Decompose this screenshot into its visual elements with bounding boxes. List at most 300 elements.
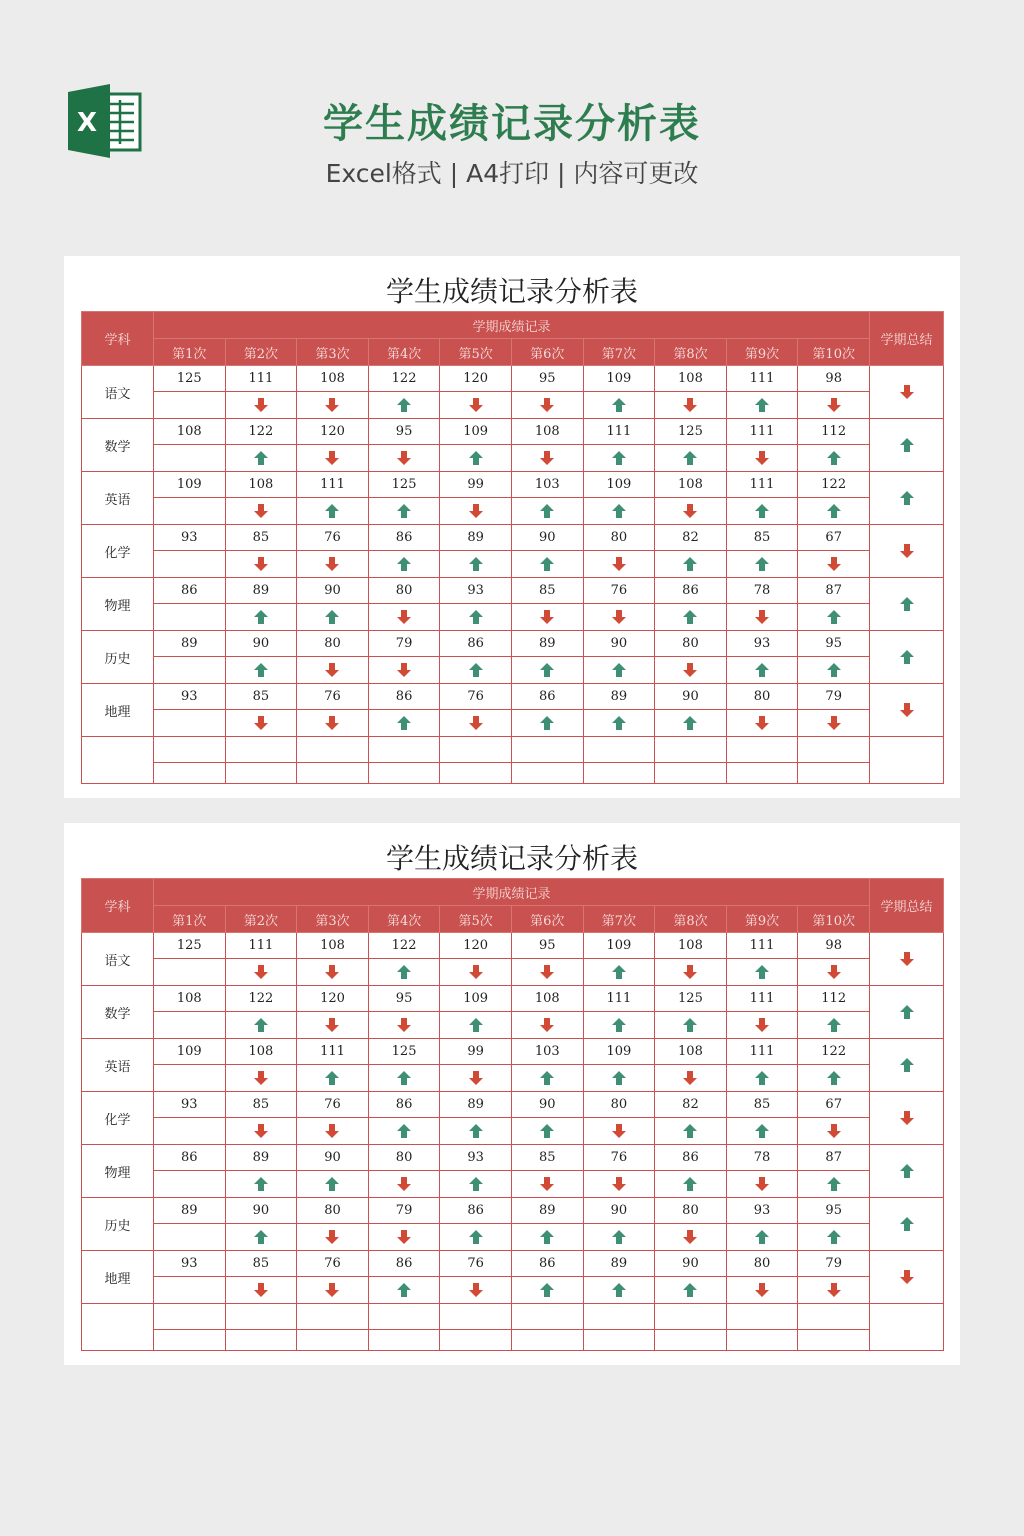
arrow-up-icon	[755, 1230, 769, 1244]
header-attempt: 第9次	[726, 906, 798, 933]
trend-cell	[726, 710, 798, 737]
table-row	[82, 1198, 944, 1224]
trend-cell	[154, 604, 226, 631]
trend-cell	[154, 1224, 226, 1251]
score-cell: 122	[225, 419, 297, 445]
score-cell: 89	[583, 1251, 655, 1277]
trend-cell	[798, 551, 870, 578]
score-cell: 108	[511, 986, 583, 1012]
trend-cell	[511, 1065, 583, 1092]
score-cell: 86	[655, 578, 727, 604]
trend-cell	[440, 710, 512, 737]
score-cell: 85	[511, 578, 583, 604]
summary-cell	[870, 986, 944, 1039]
arrow-up-icon	[540, 557, 554, 571]
arrow-up-icon	[755, 557, 769, 571]
trend-cell	[655, 1118, 727, 1145]
trend-cell	[225, 604, 297, 631]
arrow-down-icon	[397, 1018, 411, 1032]
score-cell: 93	[154, 525, 226, 551]
subject-cell: 数学	[82, 419, 154, 472]
score-cell: 109	[583, 1039, 655, 1065]
header-attempt: 第5次	[440, 339, 512, 366]
trend-cell	[225, 445, 297, 472]
score-cell: 95	[798, 631, 870, 657]
trend-cell	[655, 1171, 727, 1198]
subject-cell: 语文	[82, 933, 154, 986]
arrow-down-icon	[900, 952, 914, 966]
trend-cell	[154, 445, 226, 472]
trend-cell	[297, 604, 369, 631]
empty-cell	[583, 737, 655, 763]
subject-cell: 化学	[82, 525, 154, 578]
empty-row	[82, 763, 944, 784]
arrow-down-icon	[755, 716, 769, 730]
subject-cell: 化学	[82, 1092, 154, 1145]
trend-cell	[655, 1224, 727, 1251]
arrow-up-icon	[469, 1018, 483, 1032]
trend-cell	[798, 1171, 870, 1198]
arrow-down-icon	[827, 557, 841, 571]
empty-cell	[154, 737, 226, 763]
score-cell: 82	[655, 1092, 727, 1118]
trend-cell	[726, 1012, 798, 1039]
trend-cell	[583, 604, 655, 631]
arrow-up-icon	[540, 1071, 554, 1085]
subject-cell: 地理	[82, 684, 154, 737]
empty-cell	[798, 763, 870, 784]
header-attempt: 第10次	[798, 906, 870, 933]
arrow-down-icon	[683, 1230, 697, 1244]
arrow-down-icon	[827, 1283, 841, 1297]
trend-cell	[511, 604, 583, 631]
trend-cell	[154, 959, 226, 986]
trend-cell	[726, 498, 798, 525]
score-cell: 67	[798, 525, 870, 551]
header-subject: 学科	[82, 879, 154, 933]
arrow-up-icon	[612, 1018, 626, 1032]
subject-cell: 历史	[82, 1198, 154, 1251]
trend-cell	[440, 604, 512, 631]
empty-cell	[297, 763, 369, 784]
arrow-up-icon	[683, 451, 697, 465]
page-subtitle: Excel格式 | A4打印 | 内容可更改	[325, 159, 699, 188]
arrow-up-icon	[683, 716, 697, 730]
arrow-down-icon	[325, 1124, 339, 1138]
trend-cell	[225, 1012, 297, 1039]
summary-cell	[870, 419, 944, 472]
score-cell: 103	[511, 472, 583, 498]
arrow-down-icon	[325, 1230, 339, 1244]
trend-cell	[368, 1118, 440, 1145]
empty-cell	[368, 763, 440, 784]
table-row	[82, 366, 944, 392]
score-cell: 95	[511, 933, 583, 959]
arrow-up-icon	[469, 610, 483, 624]
subject-cell: 物理	[82, 1145, 154, 1198]
summary-cell	[870, 1039, 944, 1092]
score-cell: 89	[225, 578, 297, 604]
trend-cell	[225, 959, 297, 986]
empty-cell	[82, 1304, 154, 1351]
arrow-up-icon	[755, 663, 769, 677]
score-cell: 109	[154, 472, 226, 498]
score-cell: 111	[297, 472, 369, 498]
arrow-down-icon	[469, 504, 483, 518]
trend-cell	[583, 1065, 655, 1092]
score-cell: 99	[440, 472, 512, 498]
trend-cell	[655, 1277, 727, 1304]
arrow-up-icon	[469, 1124, 483, 1138]
table-row	[82, 1039, 944, 1065]
score-cell: 80	[368, 1145, 440, 1171]
header-attempt: 第6次	[511, 339, 583, 366]
arrow-up-icon	[683, 1124, 697, 1138]
score-cell: 122	[368, 933, 440, 959]
empty-cell	[368, 737, 440, 763]
trend-cell	[583, 1171, 655, 1198]
table-row	[82, 578, 944, 604]
trend-cell	[297, 392, 369, 419]
score-cell: 125	[655, 419, 727, 445]
empty-cell	[82, 737, 154, 784]
arrow-down-icon	[683, 1071, 697, 1085]
arrow-up-icon	[254, 451, 268, 465]
arrow-up-icon	[683, 1283, 697, 1297]
empty-cell	[726, 1330, 798, 1351]
arrow-down-icon	[755, 1177, 769, 1191]
trend-cell	[154, 1277, 226, 1304]
empty-cell	[726, 1304, 798, 1330]
score-cell: 76	[297, 525, 369, 551]
arrow-down-icon	[827, 716, 841, 730]
arrow-down-icon	[469, 1283, 483, 1297]
trend-cell	[798, 1277, 870, 1304]
arrow-down-icon	[540, 1018, 554, 1032]
trend-cell	[798, 710, 870, 737]
trend-cell	[225, 392, 297, 419]
trend-cell	[583, 959, 655, 986]
score-cell: 89	[154, 1198, 226, 1224]
table-row	[82, 684, 944, 710]
summary-cell	[870, 578, 944, 631]
arrow-up-icon	[540, 504, 554, 518]
trend-cell	[511, 710, 583, 737]
header-attempt: 第8次	[655, 339, 727, 366]
score-cell: 80	[655, 1198, 727, 1224]
trend-row	[82, 1224, 944, 1251]
score-cell: 108	[225, 1039, 297, 1065]
trend-cell	[655, 657, 727, 684]
score-cell: 111	[726, 933, 798, 959]
arrow-up-icon	[827, 1230, 841, 1244]
empty-cell	[726, 763, 798, 784]
arrow-down-icon	[827, 398, 841, 412]
score-cell: 76	[440, 1251, 512, 1277]
trend-cell	[726, 1224, 798, 1251]
subject-cell: 英语	[82, 1039, 154, 1092]
arrow-up-icon	[325, 1177, 339, 1191]
table-row	[82, 933, 944, 959]
arrow-down-icon	[254, 504, 268, 518]
arrow-down-icon	[254, 557, 268, 571]
score-cell: 89	[511, 1198, 583, 1224]
arrow-down-icon	[325, 663, 339, 677]
score-cell: 80	[297, 1198, 369, 1224]
trend-cell	[583, 392, 655, 419]
score-cell: 98	[798, 366, 870, 392]
table-row	[82, 986, 944, 1012]
trend-row	[82, 959, 944, 986]
arrow-up-icon	[540, 1283, 554, 1297]
arrow-down-icon	[612, 1124, 626, 1138]
trend-cell	[368, 1224, 440, 1251]
empty-cell	[655, 1330, 727, 1351]
trend-cell	[583, 1012, 655, 1039]
trend-cell	[368, 657, 440, 684]
empty-cell	[655, 763, 727, 784]
empty-cell	[297, 737, 369, 763]
score-cell: 85	[225, 525, 297, 551]
trend-cell	[798, 1012, 870, 1039]
empty-cell	[583, 763, 655, 784]
empty-cell	[511, 1304, 583, 1330]
score-cell: 85	[225, 684, 297, 710]
trend-cell	[440, 657, 512, 684]
score-cell: 108	[655, 366, 727, 392]
trend-cell	[655, 710, 727, 737]
header-attempt: 第4次	[368, 339, 440, 366]
empty-cell	[154, 1304, 226, 1330]
trend-cell	[583, 551, 655, 578]
score-cell: 76	[583, 578, 655, 604]
trend-cell	[511, 445, 583, 472]
header-attempt: 第7次	[583, 339, 655, 366]
score-cell: 122	[225, 986, 297, 1012]
arrow-up-icon	[540, 1230, 554, 1244]
arrow-up-icon	[827, 663, 841, 677]
trend-cell	[440, 1012, 512, 1039]
arrow-down-icon	[469, 398, 483, 412]
trend-cell	[154, 710, 226, 737]
trend-cell	[655, 445, 727, 472]
trend-cell	[511, 1224, 583, 1251]
trend-cell	[583, 1277, 655, 1304]
score-cell: 108	[297, 933, 369, 959]
trend-cell	[297, 498, 369, 525]
trend-cell	[798, 959, 870, 986]
trend-cell	[368, 604, 440, 631]
trend-cell	[655, 604, 727, 631]
summary-cell	[870, 525, 944, 578]
score-cell: 90	[511, 525, 583, 551]
arrow-down-icon	[683, 663, 697, 677]
trend-cell	[583, 498, 655, 525]
score-cell: 93	[154, 1092, 226, 1118]
score-cell: 87	[798, 578, 870, 604]
trend-cell	[440, 1065, 512, 1092]
summary-cell	[870, 472, 944, 525]
arrow-down-icon	[469, 716, 483, 730]
trend-cell	[297, 657, 369, 684]
trend-cell	[368, 1065, 440, 1092]
trend-cell	[297, 445, 369, 472]
score-cell: 82	[655, 525, 727, 551]
trend-cell	[440, 959, 512, 986]
empty-cell	[225, 1304, 297, 1330]
empty-cell	[798, 737, 870, 763]
empty-cell	[440, 1330, 512, 1351]
trend-cell	[726, 1065, 798, 1092]
trend-cell	[297, 1277, 369, 1304]
arrow-up-icon	[612, 451, 626, 465]
score-cell: 90	[583, 1198, 655, 1224]
trend-cell	[297, 959, 369, 986]
arrow-down-icon	[540, 451, 554, 465]
arrow-up-icon	[755, 1071, 769, 1085]
score-cell: 76	[440, 684, 512, 710]
trend-cell	[726, 445, 798, 472]
subject-cell: 地理	[82, 1251, 154, 1304]
arrow-down-icon	[540, 965, 554, 979]
empty-cell	[583, 1304, 655, 1330]
score-cell: 108	[511, 419, 583, 445]
score-cell: 122	[368, 366, 440, 392]
arrow-up-icon	[755, 965, 769, 979]
score-cell: 120	[297, 419, 369, 445]
trend-cell	[511, 392, 583, 419]
score-cell: 89	[583, 684, 655, 710]
score-cell: 93	[440, 578, 512, 604]
header-attempt: 第1次	[154, 906, 226, 933]
arrow-up-icon	[254, 610, 268, 624]
trend-row	[82, 392, 944, 419]
trend-cell	[368, 1012, 440, 1039]
table-row	[82, 1145, 944, 1171]
score-cell: 89	[154, 631, 226, 657]
trend-cell	[726, 1277, 798, 1304]
header-attempt: 第1次	[154, 339, 226, 366]
trend-cell	[225, 1277, 297, 1304]
score-cell: 98	[798, 933, 870, 959]
trend-cell	[440, 498, 512, 525]
trend-cell	[225, 1065, 297, 1092]
arrow-up-icon	[827, 451, 841, 465]
trend-cell	[440, 1171, 512, 1198]
arrow-down-icon	[683, 504, 697, 518]
trend-cell	[154, 551, 226, 578]
arrow-up-icon	[254, 1177, 268, 1191]
arrow-down-icon	[755, 610, 769, 624]
trend-cell	[726, 551, 798, 578]
arrow-up-icon	[612, 1230, 626, 1244]
trend-row	[82, 710, 944, 737]
arrow-up-icon	[397, 504, 411, 518]
trend-cell	[798, 604, 870, 631]
trend-cell	[225, 551, 297, 578]
empty-cell	[225, 763, 297, 784]
trend-cell	[583, 657, 655, 684]
trend-cell	[583, 445, 655, 472]
trend-cell	[297, 1224, 369, 1251]
score-cell: 108	[225, 472, 297, 498]
arrow-up-icon	[397, 557, 411, 571]
score-cell: 76	[297, 1092, 369, 1118]
trend-row	[82, 445, 944, 472]
trend-cell	[511, 1012, 583, 1039]
score-cell: 125	[368, 472, 440, 498]
score-cell: 109	[154, 1039, 226, 1065]
score-cell: 108	[655, 1039, 727, 1065]
trend-row	[82, 1012, 944, 1039]
arrow-down-icon	[254, 398, 268, 412]
trend-cell	[225, 1118, 297, 1145]
arrow-up-icon	[827, 504, 841, 518]
arrow-down-icon	[612, 610, 626, 624]
trend-cell	[297, 1171, 369, 1198]
score-cell: 108	[655, 933, 727, 959]
trend-cell	[726, 1171, 798, 1198]
empty-cell	[225, 737, 297, 763]
score-cell: 89	[440, 1092, 512, 1118]
arrow-up-icon	[325, 504, 339, 518]
score-cell: 80	[655, 631, 727, 657]
arrow-down-icon	[540, 610, 554, 624]
trend-cell	[368, 551, 440, 578]
empty-row	[82, 1304, 944, 1330]
arrow-down-icon	[397, 610, 411, 624]
score-cell: 111	[297, 1039, 369, 1065]
trend-cell	[798, 445, 870, 472]
score-cell: 109	[583, 472, 655, 498]
score-cell: 79	[368, 1198, 440, 1224]
score-cell: 80	[583, 1092, 655, 1118]
trend-cell	[655, 1065, 727, 1092]
score-cell: 80	[726, 684, 798, 710]
arrow-up-icon	[469, 663, 483, 677]
arrow-down-icon	[612, 557, 626, 571]
trend-cell	[655, 1012, 727, 1039]
arrow-down-icon	[397, 663, 411, 677]
score-cell: 90	[297, 578, 369, 604]
empty-cell	[368, 1330, 440, 1351]
subject-cell: 物理	[82, 578, 154, 631]
score-cell: 95	[368, 419, 440, 445]
header-attempt: 第2次	[225, 906, 297, 933]
arrow-up-icon	[397, 1071, 411, 1085]
sheet-title: 学生成绩记录分析表	[385, 275, 638, 308]
score-cell: 90	[583, 631, 655, 657]
score-cell: 93	[154, 684, 226, 710]
trend-row	[82, 498, 944, 525]
score-cell: 78	[726, 1145, 798, 1171]
trend-cell	[440, 1118, 512, 1145]
score-cell: 108	[655, 472, 727, 498]
score-cell: 86	[368, 1251, 440, 1277]
score-cell: 86	[368, 525, 440, 551]
score-cell: 95	[798, 1198, 870, 1224]
empty-cell	[225, 1330, 297, 1351]
empty-cell	[440, 1304, 512, 1330]
arrow-up-icon	[325, 610, 339, 624]
score-cell: 103	[511, 1039, 583, 1065]
score-cell: 99	[440, 1039, 512, 1065]
empty-cell	[297, 1304, 369, 1330]
score-cell: 122	[798, 472, 870, 498]
trend-cell	[440, 445, 512, 472]
trend-cell	[511, 498, 583, 525]
arrow-up-icon	[900, 438, 914, 452]
